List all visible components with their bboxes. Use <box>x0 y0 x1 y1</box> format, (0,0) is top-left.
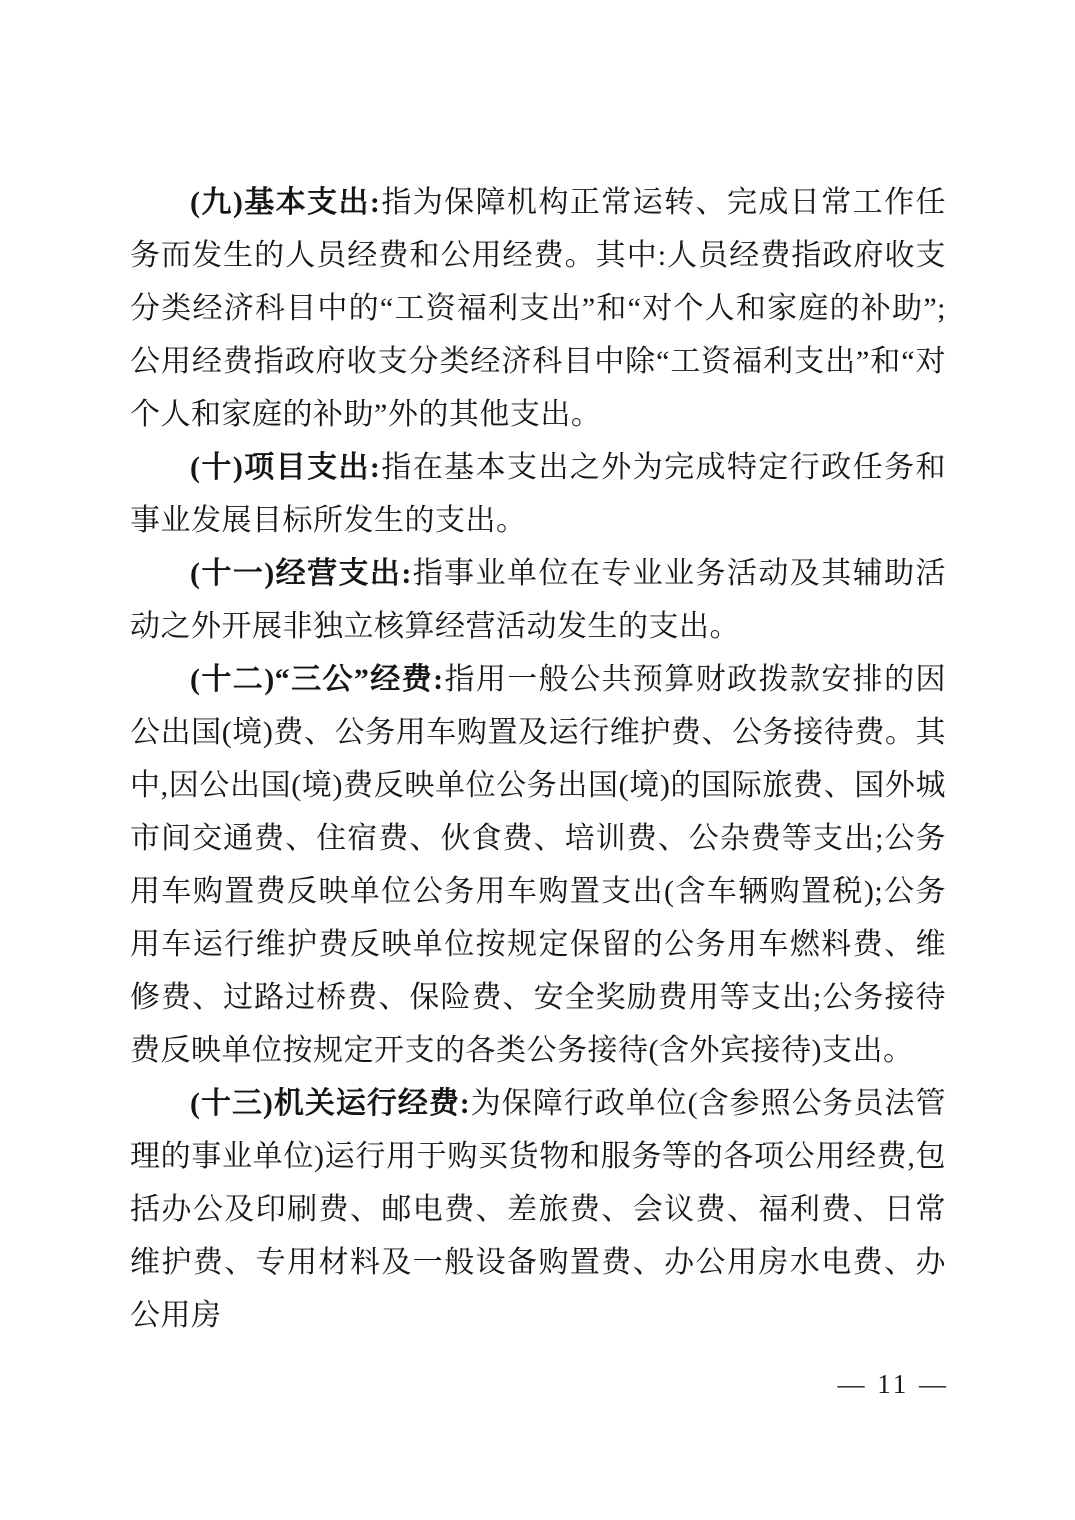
paragraph-lead: (九)基本支出: <box>190 186 381 219</box>
paragraph-lead: (十二)“三公”经费: <box>190 663 444 696</box>
paragraph-body: 指事业单位在专业业务活动及其辅助活动之外开展非独立核算经营活动发生的支出。 <box>130 557 946 643</box>
paragraph-body: 指用一般公共预算财政拨款安排的因公出国(境)费、公务用车购置及运行维护费、公务接待费。其中,因公出国(境)费反映单位公务出国(境)的国际旅费、国外城市间交通费、住宿费、伙食费、培训费、公杂费等支出;公务用车购置费反映单位公务用车购置支出(含车辆购置税);公务用车运行维护费反映单位按规定保留的公务用车燃料费、维修费、过路过桥费、保险费、安全奖励费用等支出;公务接待费反映单位按规定开支的各类公务接待(含外宾接待)支出。 <box>130 663 946 1067</box>
paragraph-9-basic-expenditure <box>130 176 946 441</box>
paragraph-10-project-expenditure <box>130 441 946 547</box>
paragraph-12-three-public-funds <box>130 653 946 1077</box>
paragraph-11-operating-expenditure <box>130 547 946 653</box>
paragraph-lead: (十一)经营支出: <box>190 557 412 590</box>
paragraph-lead: (十)项目支出: <box>190 451 381 484</box>
page-number: — 11 — <box>837 1369 949 1399</box>
paragraph-lead: (十三)机关运行经费: <box>190 1087 471 1120</box>
paragraph-13-agency-operating-funds <box>130 1077 946 1342</box>
paragraph-body: 为保障行政单位(含参照公务员法管理的事业单位)运行用于购买货物和服务等的各项公用经费,包括办公及印刷费、邮电费、差旅费、会议费、福利费、日常维护费、专用材料及一般设备购置费、办公用房水电费、办公用房 <box>130 1087 946 1332</box>
paragraph-body: 指为保障机构正常运转、完成日常工作任务而发生的人员经费和公用经费。其中:人员经费指政府收支分类经济科目中的“工资福利支出”和“对个人和家庭的补助”;公用经费指政府收支分类经济科目中除“工资福利支出”和“对个人和家庭的补助”外的其他支出。 <box>130 186 946 431</box>
document-body <box>130 176 946 1342</box>
paragraph-body: 指在基本支出之外为完成特定行政任务和事业发展目标所发生的支出。 <box>130 451 946 537</box>
